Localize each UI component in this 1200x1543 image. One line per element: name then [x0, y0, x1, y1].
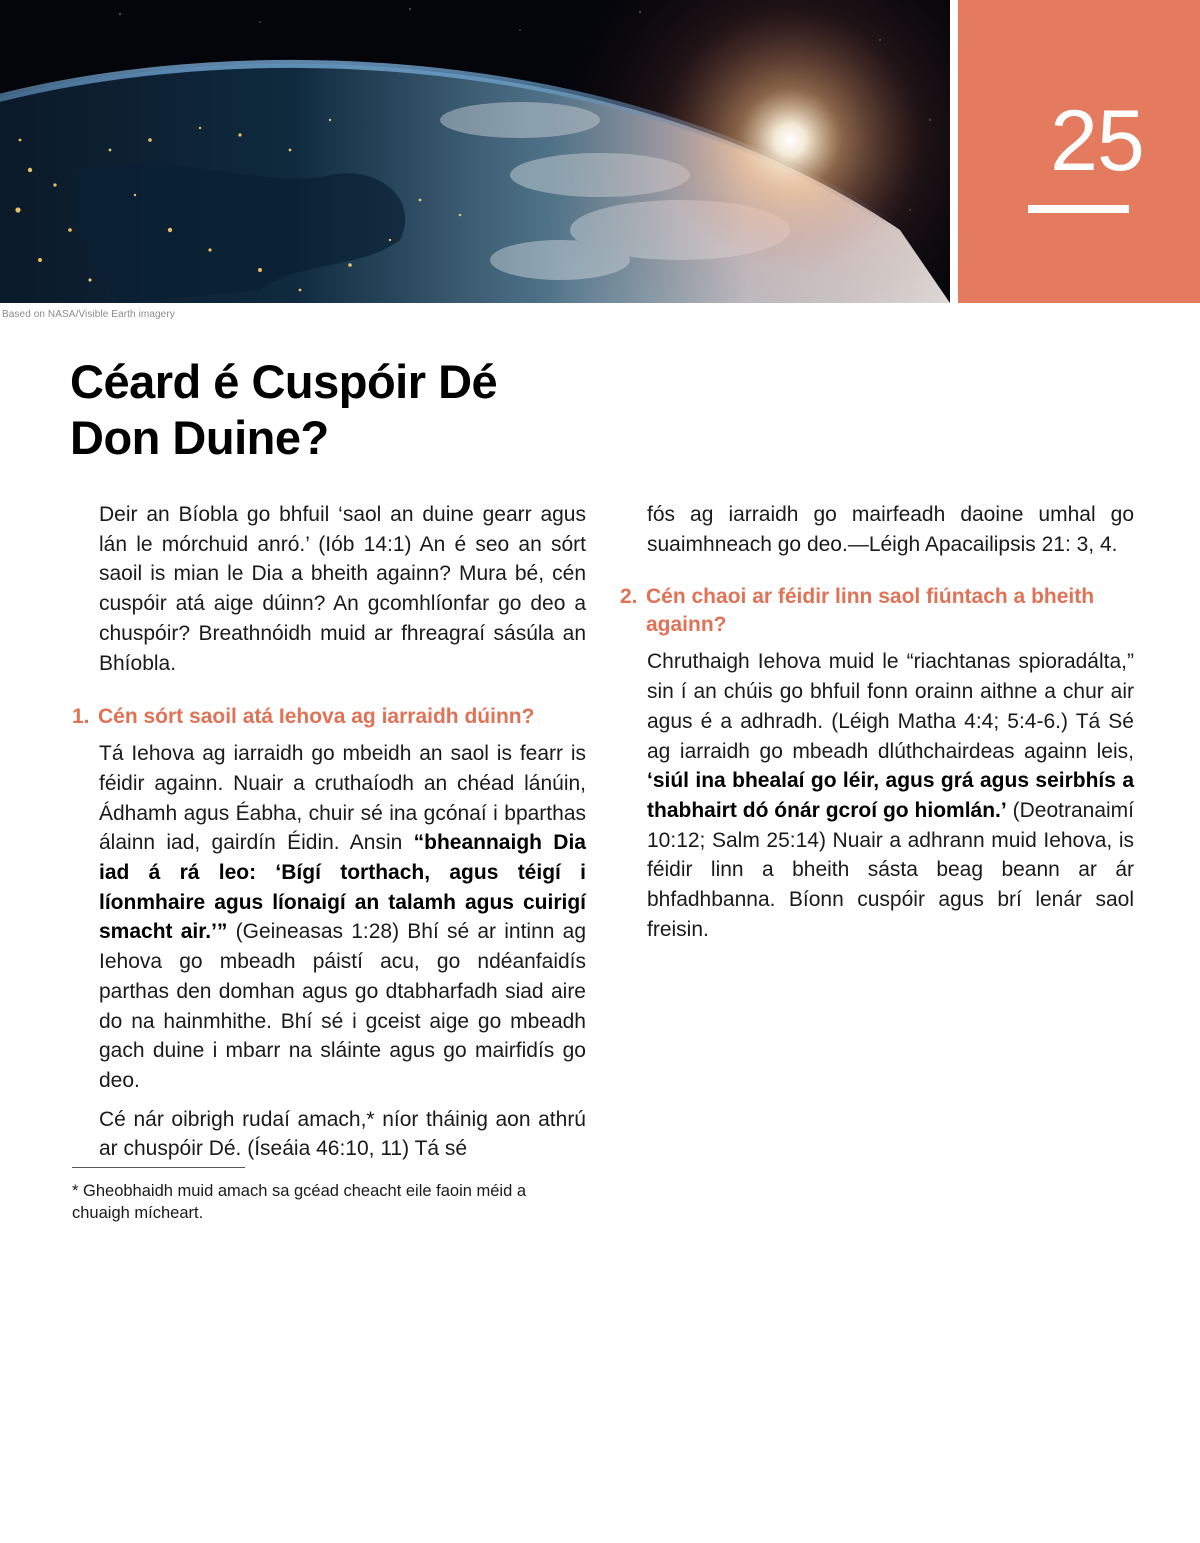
section2-paragraph1 [620, 647, 1134, 944]
section1-paragraph2: Cé nár oibrigh rudaí amach,* níor tháinig aon athrú ar chuspóir Dé. (Íseáia 46:10, 11) Tá sé [99, 1107, 586, 1161]
section2-p1-quote: ‘siúl ina bhealaí go léir, agus grá agus seirbhís a thabhairt dó ónár gcroí go hiomlán.’ [647, 769, 1134, 822]
intro-paragraph: Deir an Bíobla go bhfuil ‘saol an duine gearr agus lán le mórchuid anró.’ (Iób 14:1) An é seo an sórt saoil is mian le Dia a bheith againn? Mura bé, cén cuspóir atá aige dúinn? An gcomhlíonfar go deo a chuspóir? Breathnóidh muid ar fhreagraí sásúla an Bhíobla. [99, 503, 586, 675]
section2-p1-text-b: (Deotranaimí 10:12; Salm 25:14) Nuair a adhrann muid Iehova, is féidir linn a bheith sásta beag beann ar ár bhfadhbanna. Bíonn cuspóir agus brí lenár saol freisin. [647, 798, 1134, 941]
page-title-line2: Don Duine? [70, 411, 329, 464]
footnote-divider [72, 1167, 245, 1168]
section1-p1-text-b: (Geineasas 1:28) Bhí sé ar intinn ag Iehova go mbeadh páistí acu, go ndéanfaidís parthas den domhan agus go dtabharfadh siad aire do na hainmhithe. Bhí sé i gceist aige go mbeadh gach duine i mbarr na sláinte agus go mairfidís go deo. [99, 920, 587, 1092]
left-column [72, 500, 586, 1173]
lesson-number-underline [1028, 205, 1129, 213]
lesson-number-panel [958, 0, 1200, 303]
section2-heading [620, 583, 1134, 639]
right-column [620, 500, 1134, 953]
page-title-line1: Céard é Cuspóir Dé [70, 355, 498, 408]
section1-heading-text: Cén sórt saoil atá Iehova ag iarraidh dúinn? [98, 705, 535, 729]
photo-credit: Based on NASA/Visible Earth imagery [2, 309, 175, 320]
earth-from-space-image [0, 0, 950, 303]
section2-p1-text-a: Chruthaigh Iehova muid le “riachtanas spioradálta,” sin í an chúis go bhfuil fonn orainn aithne a chur air agus é a adhradh. (Léigh Matha 4:4; 5:4-6.) Tá Sé ag iarraidh go mbeadh dlúthchairdeas againn leis, [647, 650, 1134, 763]
page-title [70, 354, 630, 466]
section1-paragraph2-continued: fós ag iarraidh go mairfeadh daoine umhal go suaimhneach go deo.—Léigh Apacailipsis 21: 3, 4. [647, 503, 1134, 556]
section1-p1-quote: “bheannaigh Dia iad á rá leo: ‘Bígí torthach, agus téigí i líonmhaire agus líonaigí an talamh agus cuirigí smacht air.’” [99, 831, 586, 944]
footnote: * Gheobhaidh muid amach sa gcéad cheacht eile faoin méid a chuaigh mícheart. [72, 1182, 527, 1222]
section2-heading-text: Cén chaoi ar féidir linn saol fiúntach a bheith againn? [646, 585, 1095, 637]
section1-paragraph1 [72, 739, 586, 1095]
section1-p1-text-a: Tá Iehova ag iarraidh go mbeidh an saol is fearr is féidir againn. Nuair a cruthaíodh an chéad lánúin, Ádhamh agus Éabha, chuir sé ina gcónaí i bparthas álainn iad, gairdín Éidin. Ansin [99, 742, 586, 855]
section1-heading [72, 703, 586, 731]
section1-number: 1. [72, 705, 90, 729]
lesson-number: 25 [1050, 93, 1144, 189]
section2-number: 2. [620, 585, 638, 609]
